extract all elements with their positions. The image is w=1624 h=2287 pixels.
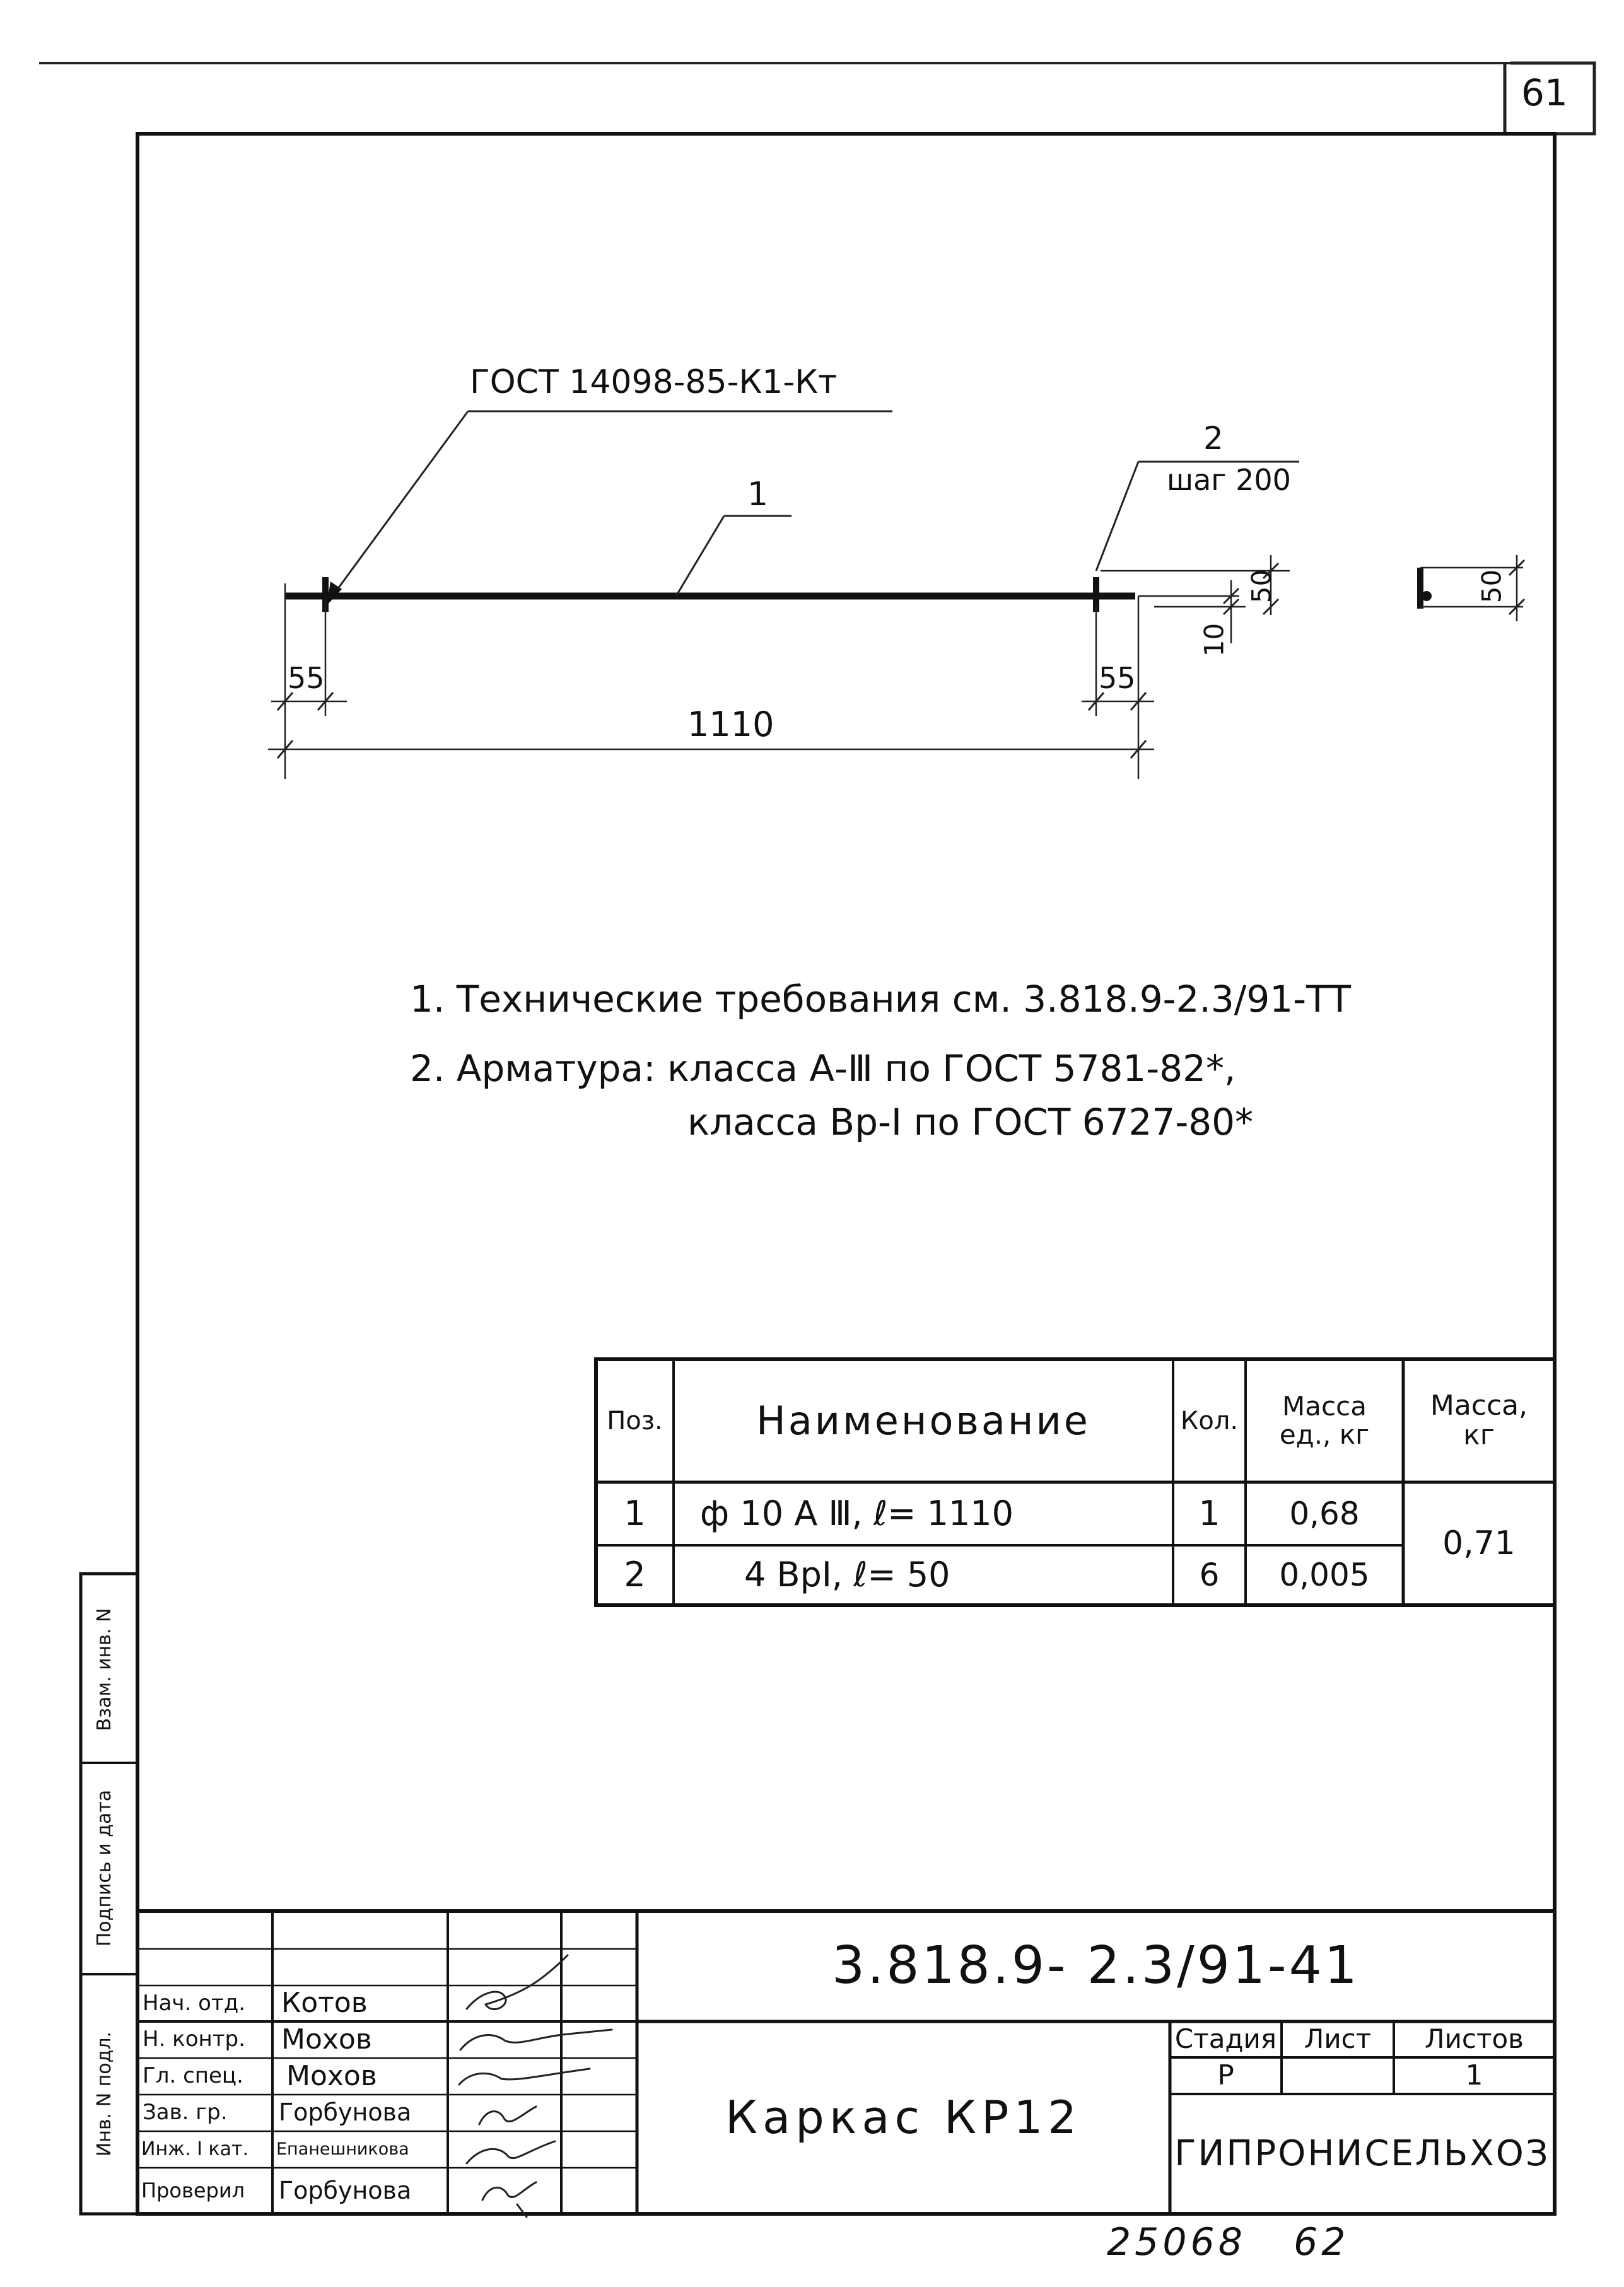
name-group-head: Горбунова [279, 2098, 412, 2127]
role-engineer: Инж. Ⅰ кат. [141, 2138, 249, 2161]
dim-50-section: 50 [1476, 569, 1507, 604]
role-checked: Проверил [141, 2178, 245, 2202]
row-2-unit-mass: 0,005 [1279, 1557, 1370, 1594]
organization: ГИПРОНИСЕЛЬХОЗ [1174, 2132, 1550, 2174]
name-chief-spec: Мохов [286, 2059, 377, 2092]
doc-code: 3.818.9- 2.3/91-41 [832, 1936, 1360, 1996]
col-header-unit-mass: Масса ед., кг [1279, 1391, 1370, 1450]
name-norm-control: Мохов [281, 2023, 372, 2056]
sheet-number: 61 [1521, 71, 1568, 114]
dim-55-right: 55 [1099, 661, 1136, 695]
row-2-qty: 6 [1199, 1557, 1220, 1594]
step-note: шаг 200 [1167, 463, 1291, 497]
role-chief-spec: Гл. спец. [143, 2063, 243, 2089]
doc-title: Каркас КР12 [725, 2090, 1082, 2144]
row-1-pos: 1 [624, 1493, 646, 1533]
note-2-continued: класса Вр-Ⅰ по ГОСТ 6727-80* [687, 1101, 1254, 1144]
name-head-dept: Котов [281, 1987, 368, 2020]
signatures [459, 1955, 612, 2217]
stamp-original-inv: Инв. N подл. [93, 2031, 115, 2157]
footer-numbers: 25068 62 [1107, 2220, 1350, 2264]
role-head-dept: Нач. отд. [143, 1990, 246, 2016]
position-1-label: 1 [747, 476, 769, 513]
stage-value: Р [1217, 2059, 1234, 2091]
stamp-replaced-inv: Взам. инв. N [93, 1608, 115, 1731]
row-1-qty: 1 [1198, 1493, 1220, 1533]
dim-1110: 1110 [687, 705, 774, 744]
note-2: 2. Арматура: класса А-Ⅲ по ГОСТ 5781-82*, [410, 1047, 1236, 1090]
stage-label: Стадия [1174, 2023, 1277, 2055]
sheets-label: Листов [1425, 2023, 1524, 2055]
dim-10-offset: 10 [1198, 623, 1230, 657]
row-2-name: 4 ВрⅠ, ℓ= 50 [744, 1555, 950, 1595]
sheets-value: 1 [1465, 2059, 1483, 2091]
gost-leader-label: ГОСТ 14098-85-К1-Кт [470, 363, 838, 401]
name-checked: Горбунова [279, 2176, 412, 2204]
col-header-pos: Поз. [607, 1406, 663, 1436]
total-mass: 0,71 [1442, 1524, 1516, 1563]
name-engineer: Епанешникова [276, 2139, 409, 2159]
position-2-label: 2 [1203, 420, 1224, 457]
col-header-name: Наименование [756, 1397, 1090, 1444]
role-norm-control: Н. контр. [143, 2027, 245, 2052]
dim-50-height: 50 [1246, 569, 1277, 604]
col-header-qty: Кол. [1180, 1406, 1239, 1436]
note-1: 1. Технические требования см. 3.818.9-2.3/91-ТТ [410, 978, 1351, 1021]
rebar-drawing [268, 411, 1524, 779]
row-1-name: ф 10 А Ⅲ, ℓ= 1110 [700, 1493, 1014, 1533]
row-1-unit-mass: 0,68 [1289, 1495, 1360, 1532]
col-header-mass: Масса, кг [1430, 1389, 1528, 1451]
row-2-pos: 2 [624, 1555, 646, 1595]
dim-55-left: 55 [288, 661, 325, 695]
sheet-value [1282, 2057, 1394, 2094]
sheet-label: Лист [1304, 2023, 1372, 2055]
role-group-head: Зав. гр. [143, 2100, 228, 2126]
stamp-signature-date: Подпись и дата [93, 1789, 115, 1947]
